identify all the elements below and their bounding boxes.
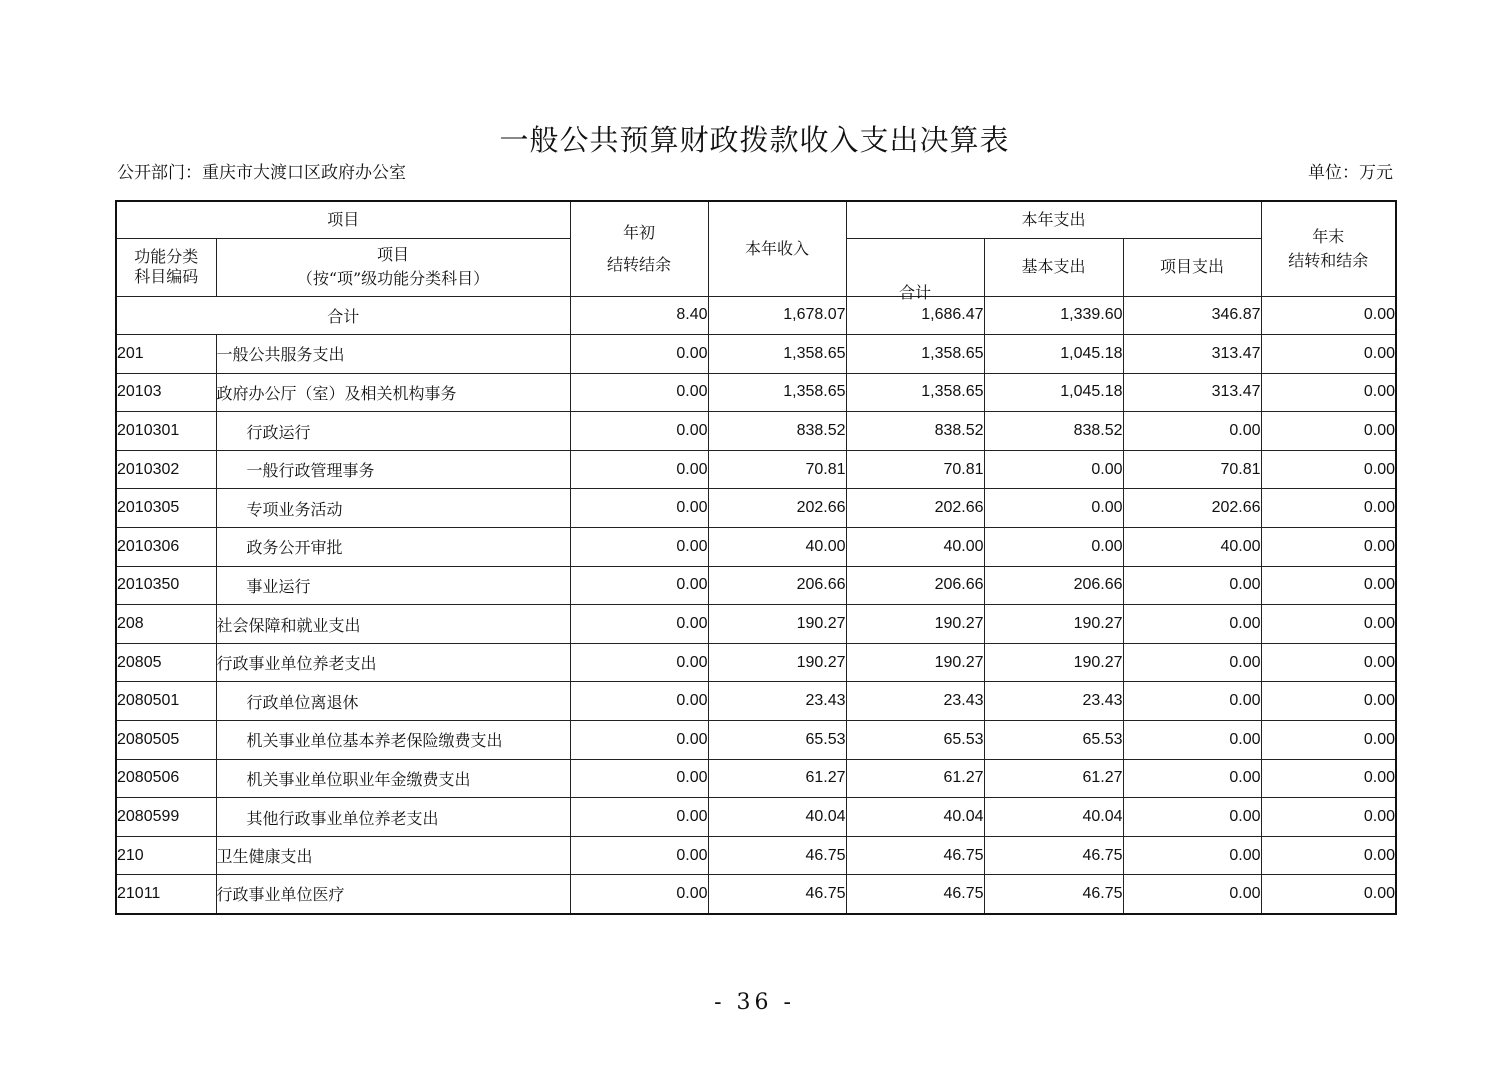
total-basic: 1,339.60 — [984, 296, 1123, 335]
header-project: 项目 — [116, 201, 570, 238]
unit-label: 单位：万元 — [1308, 163, 1393, 183]
total-label: 合计 — [116, 296, 570, 335]
table-body — [116, 296, 1396, 914]
header-begin-balance — [570, 201, 708, 296]
table-row — [116, 798, 1396, 837]
row-project: 0.00 — [1123, 566, 1261, 605]
row-income: 23.43 — [708, 682, 846, 721]
row-name: 行政事业单位养老支出 — [216, 643, 570, 682]
row-begin: 0.00 — [570, 798, 708, 837]
row-name: 一般公共服务支出 — [216, 335, 570, 374]
row-project: 313.47 — [1123, 335, 1261, 374]
header-basic: 基本支出 — [984, 238, 1123, 296]
budget-table — [115, 200, 1397, 915]
total-income: 1,678.07 — [708, 296, 846, 335]
header-project-expense: 项目支出 — [1123, 238, 1261, 296]
row-name: 卫生健康支出 — [216, 836, 570, 875]
table-row — [116, 875, 1396, 914]
row-total: 46.75 — [846, 836, 984, 875]
row-basic: 65.53 — [984, 721, 1123, 760]
header-func-code-line1: 功能分类 — [134, 247, 199, 266]
row-end: 0.00 — [1261, 566, 1396, 605]
header-item-line2: （按“项”级功能分类科目） — [296, 269, 490, 288]
row-basic: 1,045.18 — [984, 335, 1123, 374]
header-expense-total-label: 合计 — [899, 283, 932, 302]
row-name: 行政运行 — [216, 412, 570, 451]
row-total: 838.52 — [846, 412, 984, 451]
row-total: 1,358.65 — [846, 373, 984, 412]
table-row — [116, 836, 1396, 875]
row-code: 20103 — [116, 373, 216, 412]
header-end-line2: 结转和结余 — [1288, 250, 1369, 270]
row-total: 190.27 — [846, 643, 984, 682]
row-begin: 0.00 — [570, 335, 708, 374]
header-item — [216, 238, 570, 296]
row-total: 40.00 — [846, 528, 984, 567]
row-project: 0.00 — [1123, 875, 1261, 914]
row-end: 0.00 — [1261, 335, 1396, 374]
table-row — [116, 605, 1396, 644]
row-code: 2010302 — [116, 450, 216, 489]
row-begin: 0.00 — [570, 643, 708, 682]
row-basic: 46.75 — [984, 836, 1123, 875]
header-expense: 本年支出 — [846, 201, 1261, 238]
row-end: 0.00 — [1261, 450, 1396, 489]
table-row — [116, 566, 1396, 605]
row-end: 0.00 — [1261, 643, 1396, 682]
row-name: 政务公开审批 — [216, 528, 570, 567]
row-project: 0.00 — [1123, 643, 1261, 682]
row-code: 2010306 — [116, 528, 216, 567]
row-project: 0.00 — [1123, 605, 1261, 644]
row-income: 46.75 — [708, 875, 846, 914]
row-project: 0.00 — [1123, 759, 1261, 798]
row-begin: 0.00 — [570, 721, 708, 760]
row-project: 70.81 — [1123, 450, 1261, 489]
row-end: 0.00 — [1261, 759, 1396, 798]
row-basic: 23.43 — [984, 682, 1123, 721]
row-basic: 190.27 — [984, 605, 1123, 644]
row-name: 其他行政事业单位养老支出 — [216, 798, 570, 837]
row-end: 0.00 — [1261, 875, 1396, 914]
row-code: 2010305 — [116, 489, 216, 528]
row-end: 0.00 — [1261, 412, 1396, 451]
row-project: 40.00 — [1123, 528, 1261, 567]
table-row — [116, 528, 1396, 567]
total-project: 346.87 — [1123, 296, 1261, 335]
row-basic: 46.75 — [984, 875, 1123, 914]
row-income: 1,358.65 — [708, 335, 846, 374]
row-income: 61.27 — [708, 759, 846, 798]
row-begin: 0.00 — [570, 489, 708, 528]
row-income: 190.27 — [708, 605, 846, 644]
row-code: 2080505 — [116, 721, 216, 760]
row-code: 201 — [116, 335, 216, 374]
total-end: 0.00 — [1261, 296, 1396, 335]
row-project: 0.00 — [1123, 798, 1261, 837]
row-begin: 0.00 — [570, 373, 708, 412]
header-expense-total — [846, 238, 984, 302]
header-func-code — [116, 238, 216, 296]
header-begin-line2: 结转结余 — [607, 254, 672, 274]
row-name: 一般行政管理事务 — [216, 450, 570, 489]
row-total: 40.04 — [846, 798, 984, 837]
row-code: 2010301 — [116, 412, 216, 451]
row-income: 40.04 — [708, 798, 846, 837]
row-code: 2010350 — [116, 566, 216, 605]
row-project: 0.00 — [1123, 836, 1261, 875]
row-begin: 0.00 — [570, 450, 708, 489]
row-project: 0.00 — [1123, 412, 1261, 451]
total-row — [116, 296, 1396, 335]
row-total: 65.53 — [846, 721, 984, 760]
row-end: 0.00 — [1261, 798, 1396, 837]
row-name: 政府办公厅（室）及相关机构事务 — [216, 373, 570, 412]
row-code: 2080501 — [116, 682, 216, 721]
row-income: 202.66 — [708, 489, 846, 528]
row-name: 行政单位离退休 — [216, 682, 570, 721]
header-end-balance — [1261, 201, 1396, 296]
row-begin: 0.00 — [570, 605, 708, 644]
row-income: 206.66 — [708, 566, 846, 605]
row-income: 46.75 — [708, 836, 846, 875]
row-end: 0.00 — [1261, 836, 1396, 875]
row-total: 202.66 — [846, 489, 984, 528]
table-row — [116, 450, 1396, 489]
row-total: 61.27 — [846, 759, 984, 798]
row-name: 社会保障和就业支出 — [216, 605, 570, 644]
row-name: 事业运行 — [216, 566, 570, 605]
row-income: 65.53 — [708, 721, 846, 760]
row-basic: 61.27 — [984, 759, 1123, 798]
row-end: 0.00 — [1261, 489, 1396, 528]
row-basic: 1,045.18 — [984, 373, 1123, 412]
row-begin: 0.00 — [570, 566, 708, 605]
header-begin-line1: 年初 — [623, 222, 656, 242]
row-code: 20805 — [116, 643, 216, 682]
row-begin: 0.00 — [570, 412, 708, 451]
row-income: 190.27 — [708, 643, 846, 682]
table-row — [116, 412, 1396, 451]
header-item-line1: 项目 — [377, 245, 410, 264]
row-code: 210 — [116, 836, 216, 875]
row-end: 0.00 — [1261, 605, 1396, 644]
row-basic: 838.52 — [984, 412, 1123, 451]
row-name: 行政事业单位医疗 — [216, 875, 570, 914]
row-basic: 0.00 — [984, 489, 1123, 528]
row-project: 0.00 — [1123, 721, 1261, 760]
table-row — [116, 489, 1396, 528]
row-end: 0.00 — [1261, 528, 1396, 567]
row-basic: 206.66 — [984, 566, 1123, 605]
row-income: 40.00 — [708, 528, 846, 567]
table-row — [116, 759, 1396, 798]
row-basic: 0.00 — [984, 450, 1123, 489]
header-func-code-line2: 科目编码 — [134, 267, 199, 286]
table-row — [116, 643, 1396, 682]
row-total: 190.27 — [846, 605, 984, 644]
table-header — [116, 201, 1396, 302]
row-code: 21011 — [116, 875, 216, 914]
row-name: 机关事业单位基本养老保险缴费支出 — [216, 721, 570, 760]
row-begin: 0.00 — [570, 528, 708, 567]
row-total: 23.43 — [846, 682, 984, 721]
table-row — [116, 373, 1396, 412]
total-begin: 8.40 — [570, 296, 708, 335]
row-name: 专项业务活动 — [216, 489, 570, 528]
row-end: 0.00 — [1261, 373, 1396, 412]
row-code: 208 — [116, 605, 216, 644]
row-end: 0.00 — [1261, 721, 1396, 760]
header-end-line1: 年末 — [1312, 226, 1345, 246]
row-basic: 190.27 — [984, 643, 1123, 682]
table-row — [116, 721, 1396, 760]
row-code: 2080599 — [116, 798, 216, 837]
row-begin: 0.00 — [570, 682, 708, 721]
page-number: - 36 - — [714, 990, 795, 1015]
row-code: 2080506 — [116, 759, 216, 798]
row-project: 202.66 — [1123, 489, 1261, 528]
total-total: 1,686.47 — [846, 296, 984, 335]
row-income: 838.52 — [708, 412, 846, 451]
row-begin: 0.00 — [570, 759, 708, 798]
row-project: 313.47 — [1123, 373, 1261, 412]
row-begin: 0.00 — [570, 875, 708, 914]
table-row — [116, 682, 1396, 721]
row-total: 46.75 — [846, 875, 984, 914]
row-name: 机关事业单位职业年金缴费支出 — [216, 759, 570, 798]
header-income: 本年收入 — [708, 201, 846, 296]
row-begin: 0.00 — [570, 836, 708, 875]
row-total: 206.66 — [846, 566, 984, 605]
row-income: 70.81 — [708, 450, 846, 489]
department-label: 公开部门：重庆市大渡口区政府办公室 — [117, 163, 406, 183]
row-project: 0.00 — [1123, 682, 1261, 721]
row-total: 1,358.65 — [846, 335, 984, 374]
row-total: 70.81 — [846, 450, 984, 489]
table-row — [116, 335, 1396, 374]
row-basic: 0.00 — [984, 528, 1123, 567]
row-end: 0.00 — [1261, 682, 1396, 721]
row-basic: 40.04 — [984, 798, 1123, 837]
page-title: 一般公共预算财政拨款收入支出决算表 — [499, 123, 1010, 157]
row-income: 1,358.65 — [708, 373, 846, 412]
